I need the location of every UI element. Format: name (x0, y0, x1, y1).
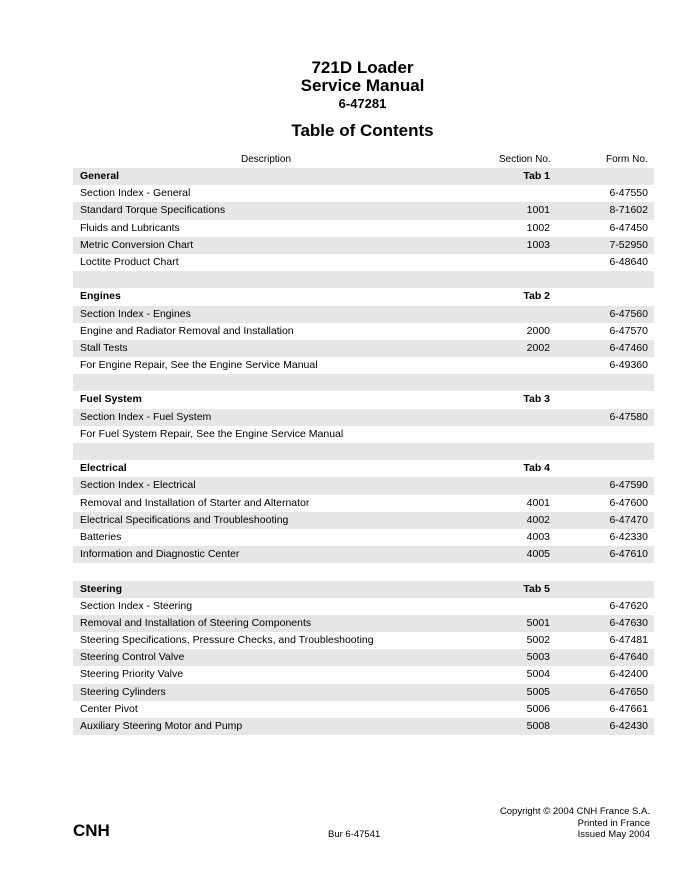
row-section-number: 1001 (526, 204, 550, 217)
row-section-number: 5001 (526, 616, 550, 629)
row-form-number: 6-47481 (609, 634, 648, 647)
spacer-row (73, 443, 654, 460)
row-form-number: 6-47640 (609, 651, 648, 664)
table-row (73, 306, 654, 323)
row-form-number: 6-47600 (609, 496, 648, 509)
row-form-number: 6-47630 (609, 616, 648, 629)
row-description: Batteries (80, 530, 122, 543)
table-of-contents (73, 168, 654, 735)
row-description: Metric Conversion Chart (80, 238, 194, 251)
row-description: Steering Specifications, Pressure Checks, and Troubleshooting (80, 634, 374, 647)
section-header-row (73, 391, 654, 408)
footer-copyright: Copyright © 2004 CNH France S.A. (499, 806, 650, 817)
row-section-number: 5004 (526, 668, 550, 681)
row-form-number: 6-47661 (609, 702, 648, 715)
section-header-row (73, 581, 654, 598)
row-form-number: 6-48640 (609, 255, 648, 268)
row-description: Center Pivot (80, 702, 138, 715)
section-header-row (73, 460, 654, 477)
table-row (73, 202, 654, 219)
row-description: Electrical Specifications and Troubleshooting (80, 513, 289, 526)
row-section-number: 4003 (526, 530, 550, 543)
row-description: Section Index - Electrical (80, 479, 196, 492)
row-description: Removal and Installation of Steering Components (80, 616, 312, 629)
table-row (73, 512, 654, 529)
row-section-number: Tab 1 (523, 170, 550, 182)
row-description: Information and Diagnostic Center (80, 548, 240, 561)
row-description: Auxiliary Steering Motor and Pump (80, 720, 243, 732)
toc-title: Table of Contents (291, 121, 434, 140)
row-form-number: 6-47620 (609, 599, 648, 612)
row-section-number: 2002 (526, 341, 550, 354)
table-row (73, 615, 654, 632)
row-description: Removal and Installation of Starter and Alternator (80, 496, 310, 509)
row-section-number: 4002 (526, 513, 550, 526)
row-form-number: 6-42330 (609, 530, 648, 543)
row-section-number: 5002 (526, 634, 550, 647)
section-header-row (73, 288, 654, 305)
spacer-row (73, 374, 654, 391)
row-description: Fuel System (80, 393, 142, 406)
row-description: Section Index - General (80, 187, 191, 200)
row-description: Standard Torque Specifications (80, 204, 226, 217)
row-form-number: 6-49360 (609, 359, 648, 372)
table-row (73, 426, 654, 443)
row-section-number: 4001 (526, 496, 550, 509)
table-row (73, 649, 654, 666)
row-section-number: Tab 4 (523, 462, 550, 475)
row-description: Steering Cylinders (80, 685, 166, 698)
spacer-row (73, 563, 654, 580)
row-section-number: 1003 (526, 238, 550, 251)
table-row (73, 598, 654, 615)
row-form-number: 6-42400 (609, 668, 648, 681)
row-form-number: 6-47470 (609, 513, 648, 526)
row-description: Engine and Radiator Removal and Installation (80, 324, 294, 337)
row-description: Steering Control Valve (80, 651, 185, 664)
row-description: Fluids and Lubricants (80, 221, 180, 234)
row-form-number: 6-47580 (609, 410, 648, 423)
section-header-row (73, 168, 654, 185)
model-title: 721D Loader (311, 58, 414, 77)
row-description: For Engine Repair, See the Engine Service Manual (80, 359, 318, 372)
manual-type-title: Service Manual (300, 76, 425, 95)
table-row (73, 684, 654, 701)
table-row (73, 546, 654, 563)
column-header-section: Section No. (499, 154, 551, 165)
footer-printed: Printed in France (577, 817, 650, 829)
spacer-row (73, 271, 654, 288)
row-description: Engines (80, 290, 121, 303)
table-row (73, 529, 654, 546)
row-description: For Fuel System Repair, See the Engine Service Manual (80, 427, 344, 440)
row-form-number: 6-42430 (609, 720, 648, 732)
row-section-number: 2000 (526, 324, 550, 337)
table-row (73, 185, 654, 202)
row-description: Stall Tests (80, 341, 128, 354)
row-form-number: 6-47570 (609, 324, 648, 337)
table-row (73, 220, 654, 237)
row-section-number: Tab 5 (523, 582, 550, 595)
row-description: Electrical (80, 462, 127, 475)
manual-number: 6-47281 (338, 96, 387, 111)
row-form-number: 7-52950 (609, 238, 648, 251)
table-row (73, 666, 654, 683)
row-section-number: 5006 (526, 702, 550, 715)
row-form-number: 6-47610 (609, 548, 648, 561)
row-section-number: 4005 (526, 548, 550, 561)
column-header-form: Form No. (606, 154, 648, 165)
row-form-number: 8-71602 (609, 204, 648, 217)
footer-code: Bur 6-47541 (328, 829, 381, 840)
row-form-number: 6-47590 (609, 479, 648, 492)
row-description: Section Index - Engines (80, 307, 191, 320)
row-section-number: 5005 (526, 685, 550, 698)
row-description: Loctite Product Chart (80, 255, 179, 268)
table-row (73, 340, 654, 357)
table-row (73, 477, 654, 494)
row-section-number: Tab 3 (523, 393, 550, 406)
footer-issued: Issued May 2004 (577, 829, 650, 840)
table-row (73, 357, 654, 374)
table-row (73, 632, 654, 649)
row-description: Steering (80, 582, 123, 595)
row-form-number: 6-47650 (609, 685, 648, 698)
row-section-number: 5003 (526, 651, 550, 664)
row-description: Steering Priority Valve (80, 668, 184, 681)
table-row (73, 237, 654, 254)
row-description: Section Index - Steering (80, 599, 193, 612)
table-row (73, 495, 654, 512)
row-section-number: Tab 2 (523, 290, 550, 303)
row-form-number: 6-47460 (609, 341, 648, 354)
row-form-number: 6-47550 (609, 187, 648, 200)
row-description: General (80, 170, 120, 182)
row-section-number: 1002 (526, 221, 550, 234)
footer-publication-info (500, 806, 650, 841)
table-row (73, 701, 654, 718)
table-row (73, 323, 654, 340)
row-form-number: 6-47560 (609, 307, 648, 320)
row-section-number: 5008 (526, 720, 550, 732)
row-description: Section Index - Fuel System (80, 410, 212, 423)
table-row (73, 718, 654, 735)
row-form-number: 6-47450 (609, 221, 648, 234)
cnh-logo: CNH (73, 821, 110, 840)
table-row (73, 254, 654, 271)
table-row (73, 409, 654, 426)
column-header-description: Description (241, 154, 292, 165)
